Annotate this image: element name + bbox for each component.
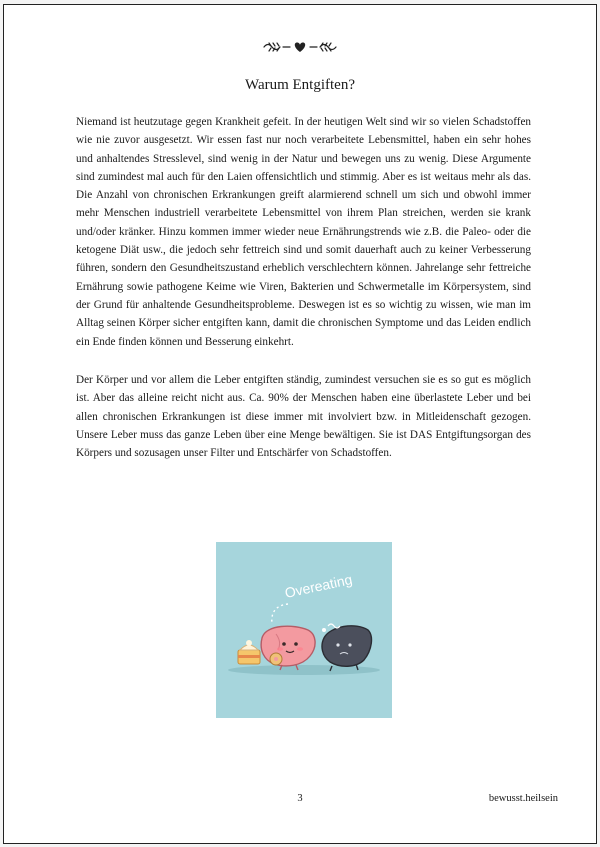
heart-flourish-icon	[260, 39, 340, 55]
dark-liver-character	[322, 624, 371, 671]
pink-liver-character	[261, 626, 315, 670]
body-paragraph: Niemand ist heutzutage gegen Krankheit gefeit. In der heutigen Welt sind wir so vielen Schadstoffen wie nie zuvor ausgesetzt. Wir essen fast nur noch verarbeitete Lebensmittel, haben ein sehr hohes und anhaltendes Stresslevel, sind wenig in der Natur und bewegen uns zu wenig. Diese Argumente sind zumindest mal auch für den Laien offensichtlich und stimmig. Aber es ist weitaus mehr als das. Die Anzahl von chronischen Erkrankungen greift alarmierend schnell um sich und obwohl immer mehr Menschen industriell verarbeitete Lebensmittel von ihrem Plan streichen, werden sie krank und/oder kränker. Hinzu kommen immer wieder neue Ernährungstrends wie z.B. die Paleo- oder die ketogene Diät usw., die jedoch sehr fettreich sind und somit dauerhaft auch zu keiner Verbesserung führen, sondern den Gesundheitszustand erheblich verschlechtern können. Jahrelange sehr fettreiche Ernährung sowie pathogene Keime wie Viren, Bakterien und Schwermetalle im Körpersystem, sind der Grund für anhaltende Gesundheitsprobleme. Deswegen ist es so wichtig zu wissen, wie man im Alltag seinen Körper sicher entgiften kann, damit die chronischen Symptome und das Leiden endlich ein Ende finden können und Besserung einkehrt.	[76, 116, 531, 348]
overeating-caption: Overeating	[283, 571, 354, 601]
document-page	[3, 4, 597, 844]
page-number: 3	[297, 793, 303, 804]
cake-icon	[238, 640, 260, 664]
page-title: Warum Entgiften?	[244, 77, 355, 93]
ornament-divider	[4, 39, 596, 55]
footer-brand: bewusst.heilsein	[488, 793, 558, 804]
body-paragraph: Der Körper und vor allem die Leber entgiften ständig, zumindest versuchen sie es so gut es möglich ist. Aber das alleine reicht nicht aus. Ca. 90% der Menschen haben eine überlastete Leber und bei allen chronischen Erkrankungen ist diese immer mit involviert bzw. in Mitleidenschaft gezogen. Unsere Leber muss das ganze Leben über eine Menge bewältigen. Sie ist DAS Entgiftungsorgan des Körpers und sozusagen unser Filter und Entschärfer von Schadstoffen.	[76, 374, 531, 460]
overeating-liver-illustration	[216, 542, 392, 718]
speech-curve	[272, 604, 288, 624]
